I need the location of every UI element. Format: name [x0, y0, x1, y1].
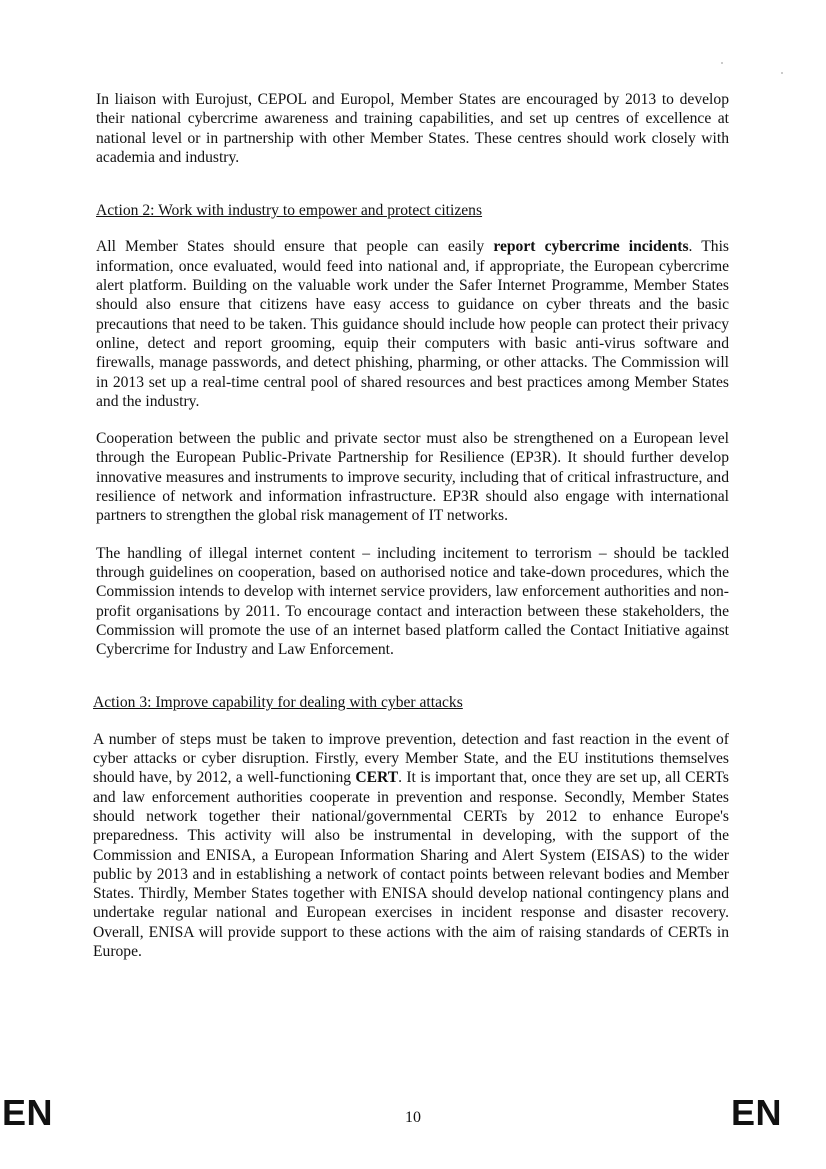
bold-phrase: CERT — [355, 769, 399, 787]
document-body — [93, 90, 730, 961]
paragraph-text: All Member States should ensure that people can easily — [96, 238, 494, 256]
language-code-left: EN — [2, 1092, 54, 1133]
paragraph-intro: In liaison with Eurojust, CEPOL and Europol, Member States are encouraged by 2013 to develop their national cybercrime awareness and training capabilities, and set up centres of excellence at national level or in partnership with other Member States. These centres should work closely with academia and industry. — [96, 91, 729, 166]
paragraph-illegal-content: The handling of illegal internet content – including incitement to terrorism – should be tackled through guidelines on cooperation, based on authorised notice and take-down procedures, which the Commission intends to develop with internet service providers, law enforcement authorities and non-profit organisations by 2011. To encourage contact and interaction between these stakeholders, the Commission will promote the use of an internet based platform called the Contact Initiative against Cybercrime for Industry and Law Enforcement. — [96, 544, 729, 659]
action-2-heading: Action 2: Work with industry to empower and protect citizens — [96, 202, 483, 220]
paragraph-text: A number of steps must be taken to improve prevention, detection and fast reaction in the event of cyber attacks or cyber disruption. Firstly, every Member State, and the EU institutions themselves should have, by 2012, a well-functioning — [93, 730, 729, 787]
paragraph-text: . It is important that, once they are set up, all CERTs and law enforcement authorities cooperate in prevention and response. Secondly, Member States should network together their national/governmental CERTs by 2012 to enhance Europe's preparedness. This activity will also be instrumental in developing, with the support of the Commission and ENISA, a European Information Sharing and Alert System (EISAS) to the wider public by 2013 and in establishing a network of contact points between relevant bodies and Member States. Thirdly, Member States together with ENISA should develop national contingency plans and undertake regular national and European exercises in incident response and disaster recovery. Overall, ENISA will provide support to these actions with the aim of raising standards of CERTs in Europe. — [93, 769, 729, 960]
language-code-right: EN — [730, 1092, 782, 1133]
paragraph-report-cybercrime — [96, 237, 729, 411]
scan-speck — [781, 72, 783, 74]
page-number: 10 — [405, 1109, 421, 1126]
paragraph-text: . This information, once evaluated, would feed into national and, if appropriate, the European cybercrime alert platform. Building on the valuable work under the Safer Internet Programme, Member States should also ensure that citizens have easy access to guidance on cyber threats and the basic precautions that need to be taken. This guidance should include how people can protect their privacy online, detect and report grooming, equip their computers with basic anti-virus software and firewalls, manage passwords, and detect phishing, pharming, or other attacks. The Commission will in 2013 set up a real-time central pool of shared resources and best practices among Member States and the industry. — [96, 238, 730, 410]
scan-speck — [721, 62, 723, 64]
action-3-heading: Action 3: Improve capability for dealing with cyber attacks — [93, 694, 463, 712]
paragraph-cert — [93, 730, 729, 962]
paragraph-ep3r: Cooperation between the public and private sector must also be strengthened on a European level through the European Public-Private Partnership for Resilience (EP3R). It should further develop innovative measures and instruments to improve security, including that of critical infrastructure, and resilience of network and information infrastructure. EP3R should also engage with international partners to strengthen the global risk management of IT networks. — [96, 430, 729, 525]
bold-phrase: report cybercrime incidents — [493, 238, 689, 256]
